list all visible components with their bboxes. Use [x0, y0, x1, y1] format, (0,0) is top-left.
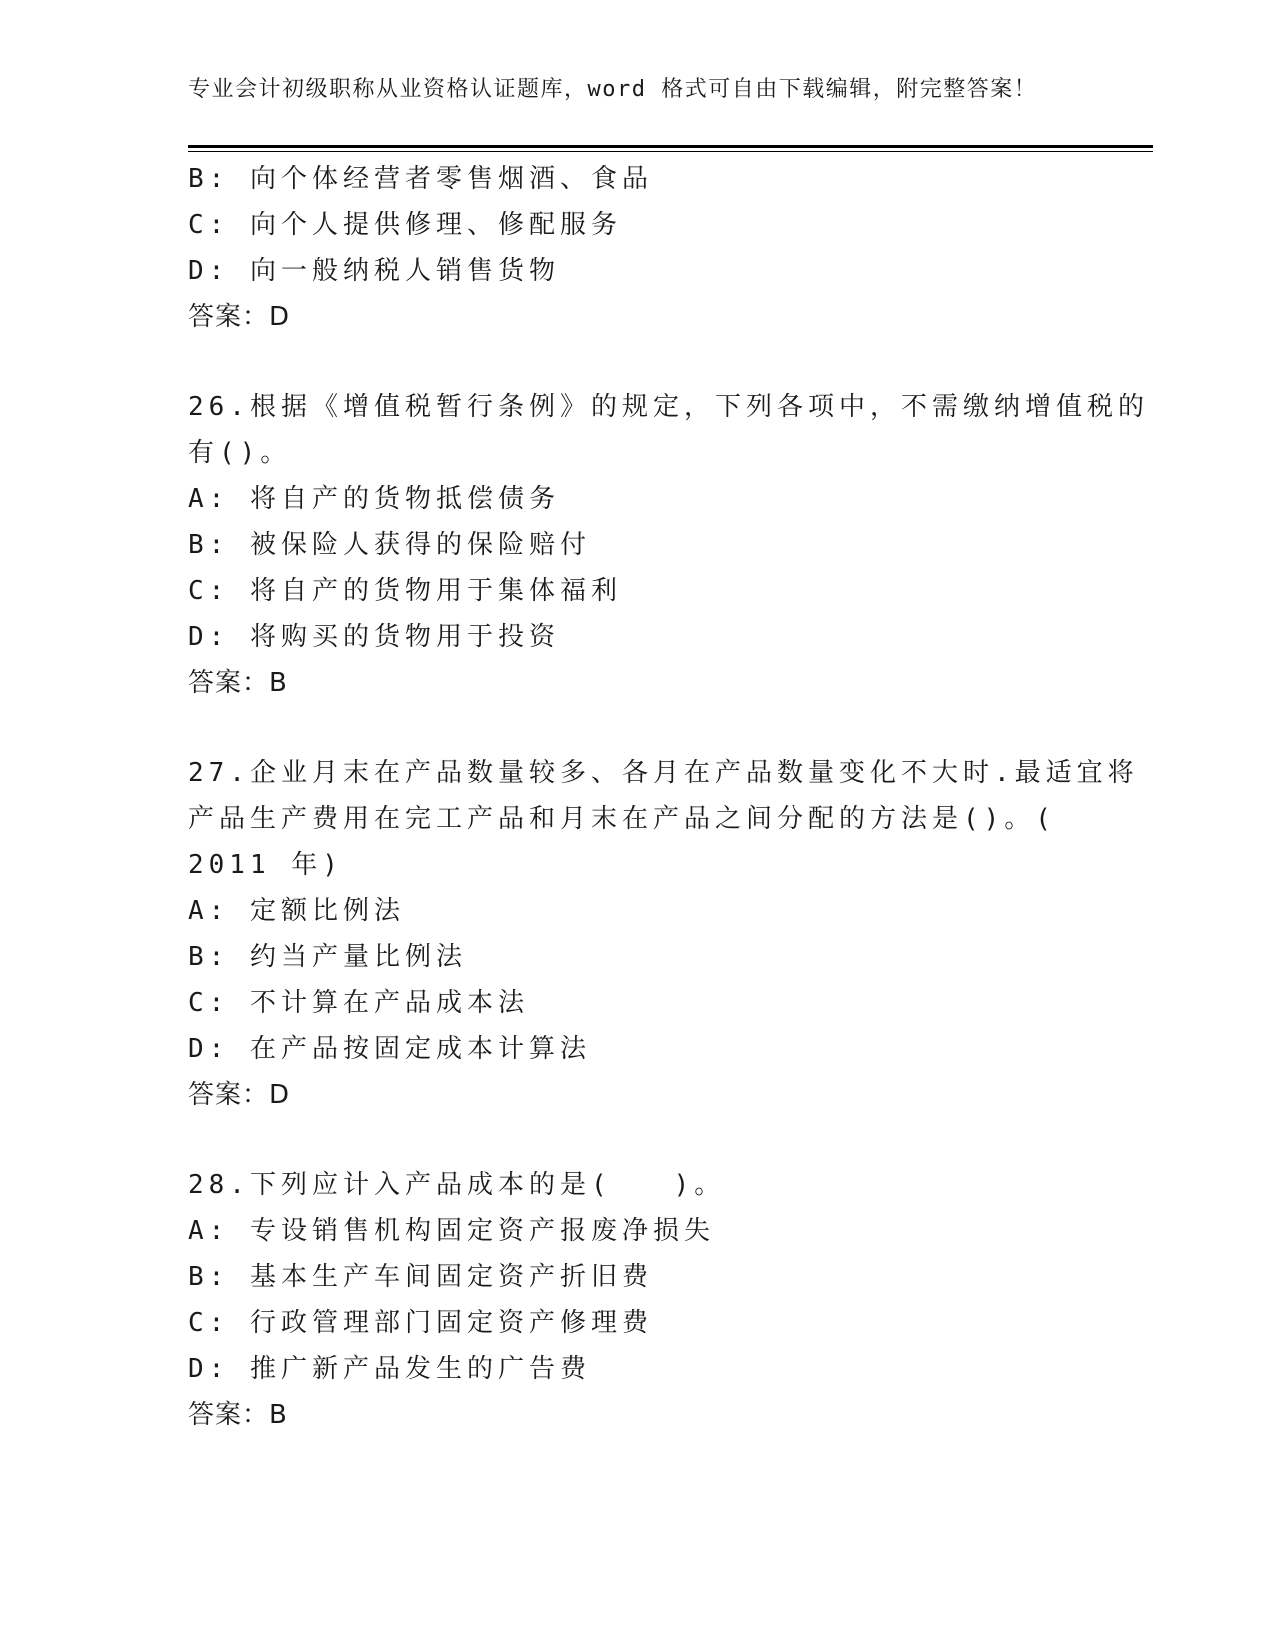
spacer: [188, 340, 1088, 384]
q26-option-b: B: 被保险人获得的保险赔付: [188, 530, 591, 560]
q28-answer: 答案：B: [188, 1400, 288, 1430]
q27-stem-line2: 产品生产费用在完工产品和月末在产品之间分配的方法是()。(: [188, 804, 1056, 834]
q26-stem-line2: 有()。: [188, 438, 292, 468]
q26-option-d: D: 将购买的货物用于投资: [188, 622, 560, 652]
q25-option-b: B: 向个体经营者零售烟酒、食品: [188, 164, 653, 194]
q26-answer: 答案：B: [188, 668, 288, 698]
q26-stem-line1: 26.根据《增值税暂行条例》的规定，下列各项中，不需缴纳增值税的: [188, 392, 1149, 422]
q27-option-a: A: 定额比例法: [188, 896, 405, 926]
q27-stem-line1: 27.企业月末在产品数量较多、各月在产品数量变化不大时.最适宜将: [188, 758, 1139, 788]
q27-option-d: D: 在产品按固定成本计算法: [188, 1034, 591, 1064]
q27-option-c: C: 不计算在产品成本法: [188, 988, 529, 1018]
q28-option-b: B: 基本生产车间固定资产折旧费: [188, 1262, 653, 1292]
spacer: [188, 706, 1088, 750]
q27-stem-line3: 2011 年): [188, 850, 343, 880]
question-content: [188, 156, 1149, 1438]
q25-option-d: D: 向一般纳税人销售货物: [188, 256, 560, 286]
q26-option-a: A: 将自产的货物抵偿债务: [188, 484, 560, 514]
question-28: [188, 1162, 1088, 1438]
q26-option-c: C: 将自产的货物用于集体福利: [188, 576, 622, 606]
question-27: [188, 750, 1139, 1118]
q27-option-b: B: 约当产量比例法: [188, 942, 467, 972]
q28-option-d: D: 推广新产品发生的广告费: [188, 1354, 591, 1384]
q27-answer: 答案：D: [188, 1080, 291, 1110]
q28-stem-line1: 28.下列应计入产品成本的是( )。: [188, 1170, 726, 1200]
question-25: [188, 156, 1088, 340]
q28-option-c: C: 行政管理部门固定资产修理费: [188, 1308, 653, 1338]
header-rule-thick: [188, 145, 1153, 148]
header-rule-thin: [188, 151, 1153, 152]
q28-option-a: A: 专设销售机构固定资产报废净损失: [188, 1216, 715, 1246]
q25-answer: 答案：D: [188, 302, 291, 332]
spacer: [188, 1118, 1088, 1162]
q25-option-c: C: 向个人提供修理、修配服务: [188, 210, 622, 240]
question-26: [188, 384, 1149, 706]
page-header: 专业会计初级职称从业资格认证题库，word 格式可自由下载编辑，附完整答案！: [188, 77, 1038, 102]
